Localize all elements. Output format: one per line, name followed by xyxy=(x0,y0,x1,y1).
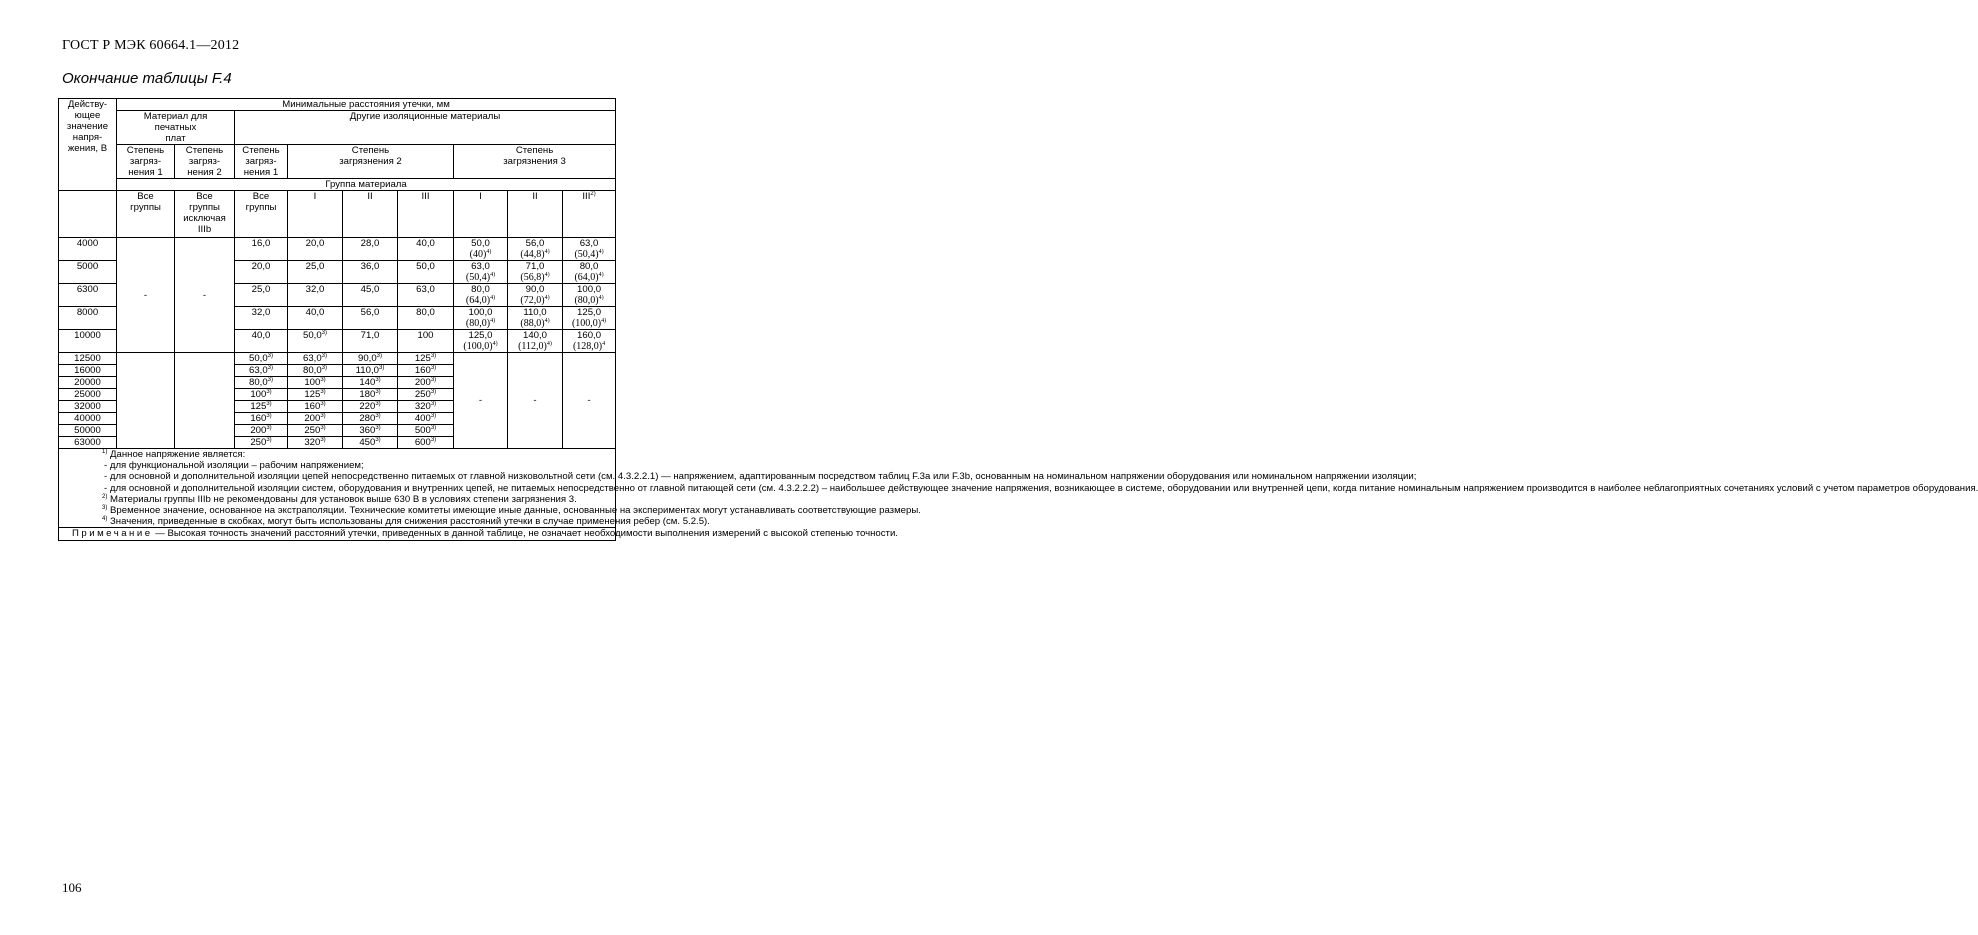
pd2-group-ii-value: 90,0$^{3)}$ xyxy=(343,353,398,365)
footnote-1b: - для основной и дополнительной изоляции цепей непосредственно питаемых от главной низковольтной сети (см. 4.3.2.2.1) — напряжением, адаптированным посредством таблиц F.3a или F.3b, основанным на номинальном напряжении оборудования или номинальном напряжении изоляции; xyxy=(104,471,1417,483)
footnote-3: $^{3)}$ Временное значение, основанное на экстраполяции. Технические комитеты имеющие иные данные, основанные на экспериментах могут устанавливать соответствующие размеры. xyxy=(102,505,921,517)
pd2-group-iii-value: 500$^{3)}$ xyxy=(398,425,454,437)
pd2-group-i-value: 160$^{3)}$ xyxy=(288,401,343,413)
pd2-group-iii-value: 400$^{3)}$ xyxy=(398,413,454,425)
pd2-group-ii-value: 360$^{3)}$ xyxy=(343,425,398,437)
voltage-cell: 25000 xyxy=(59,389,117,401)
pd1-value: 25,0 xyxy=(235,284,288,307)
pd2-group-iii-value: 320$^{3)}$ xyxy=(398,401,454,413)
pcb-pd2-empty xyxy=(175,353,235,449)
group-ii-pd3: II xyxy=(508,191,563,238)
pd2-group-i-value: 50,0$^{3)}$ xyxy=(288,330,343,353)
pollution-degree-3-other: Степень загрязнения 3 xyxy=(454,145,616,179)
pd3-group-i-value: 80,0 $(64,0)^{4)}$ xyxy=(454,284,508,307)
pollution-degree-1-pcb: Степень загряз- нения 1 xyxy=(117,145,175,179)
footnotes-row xyxy=(59,449,616,528)
pd2-group-i-value: 100$^{3)}$ xyxy=(288,377,343,389)
standard-header: ГОСТ Р МЭК 60664.1—2012 xyxy=(62,38,240,53)
pcb-pd1-dash: - xyxy=(117,238,175,353)
pd3-group-i-value: 125,0 $(100,0)^{4)}$ xyxy=(454,330,508,353)
voltage-cell: 63000 xyxy=(59,437,117,449)
pd2-group-iii-value: 125$^{3)}$ xyxy=(398,353,454,365)
voltage-cell: 5000 xyxy=(59,261,117,284)
pd2-group-ii-value: 45,0 xyxy=(343,284,398,307)
pd3-group-ii-value: 90,0 $(72,0)^{4)}$ xyxy=(508,284,563,307)
pd1-value: 250$^{3)}$ xyxy=(235,437,288,449)
pd3-group-i-dash: - xyxy=(454,353,508,449)
pd2-group-iii-value: 600$^{3)}$ xyxy=(398,437,454,449)
pd3-group-ii-value: 71,0 $(56,8)^{4)}$ xyxy=(508,261,563,284)
pd2-group-iii-value: 63,0 xyxy=(398,284,454,307)
voltage-cell: 4000 xyxy=(59,238,117,261)
pd1-value: 32,0 xyxy=(235,307,288,330)
voltage-cell: 32000 xyxy=(59,401,117,413)
pollution-degree-1-other: Степень загряз- нения 1 xyxy=(235,145,288,179)
pd2-group-iii-value: 250$^{3)}$ xyxy=(398,389,454,401)
header-row-2 xyxy=(59,111,616,145)
pd1-value: 16,0 xyxy=(235,238,288,261)
creepage-table xyxy=(58,98,1978,541)
min-distances-header: Минимальные расстояния утечки, мм xyxy=(117,99,616,111)
voltage-cell: 40000 xyxy=(59,413,117,425)
header-row-1 xyxy=(59,99,616,111)
footnote-4: $^{4)}$ Значения, приведенные в скобках, могут быть использованы для снижения расстояний утечки в случае применения ребер (см. 5.2.5). xyxy=(102,516,710,528)
all-groups-pd1-other: Все группы xyxy=(235,191,288,238)
footnote-1c: - для основной и дополнительной изоляции систем, оборудования и внутренних цепей, не питаемых непосредственно от главной питающей сети (см. 4.3.2.2.2) – наибольшее действующее значение напряжения, возникающее в системе, оборудовании или внутренней цепи, когда питание номинальным напряжением производится в наиболее неблагоприятных сочетаниях условий с учетом параметров оборудования. xyxy=(104,482,1978,494)
table-row xyxy=(59,353,616,365)
remark xyxy=(59,528,898,540)
pd2-group-i-value: 250$^{3)}$ xyxy=(288,425,343,437)
pd2-group-ii-value: 280$^{3)}$ xyxy=(343,413,398,425)
group-iii-pd2: III xyxy=(398,191,454,238)
voltage-cell: 12500 xyxy=(59,353,117,365)
group-iii-pd3: III$^{2)}$ xyxy=(563,191,616,238)
pd1-value: 50,0$^{3)}$ xyxy=(235,353,288,365)
pd3-group-i-value: 50,0 $(40)^{4)}$ xyxy=(454,238,508,261)
pd3-group-i-value: 100,0 $(80,0)^{4)}$ xyxy=(454,307,508,330)
pd2-group-iii-value: 160$^{3)}$ xyxy=(398,365,454,377)
pd3-group-ii-dash: - xyxy=(508,353,563,449)
group-i-pd2: I xyxy=(288,191,343,238)
table-title: Окончание таблицы F.4 xyxy=(62,70,232,87)
pd2-group-i-value: 80,0$^{3)}$ xyxy=(288,365,343,377)
pcb-pd2-dash: - xyxy=(175,238,235,353)
voltage-cell: 20000 xyxy=(59,377,117,389)
footnote-1: $^{1)}$ Данное напряжение является: xyxy=(102,449,246,460)
pd2-group-ii-value: 450$^{3)}$ xyxy=(343,437,398,449)
pd2-group-i-value: 63,0$^{3)}$ xyxy=(288,353,343,365)
voltage-cell: 10000 xyxy=(59,330,117,353)
voltage-cell: 50000 xyxy=(59,425,117,437)
pd2-group-i-value: 40,0 xyxy=(288,307,343,330)
pd2-group-ii-value: 180$^{3)}$ xyxy=(343,389,398,401)
pd3-group-ii-value: 56,0 $(44,8)^{4)}$ xyxy=(508,238,563,261)
pd2-group-iii-value: 50,0 xyxy=(398,261,454,284)
header-row-3 xyxy=(59,145,616,179)
pd2-group-iii-value: 100 xyxy=(398,330,454,353)
pd2-group-i-value: 320$^{3)}$ xyxy=(288,437,343,449)
pd1-value: 100$^{3)}$ xyxy=(235,389,288,401)
pd3-group-iii-dash: - xyxy=(563,353,616,449)
remark-label: Примечание xyxy=(72,528,153,540)
pollution-degree-2-pcb: Степень загряз- нения 2 xyxy=(175,145,235,179)
pd2-group-i-value: 25,0 xyxy=(288,261,343,284)
pd1-value: 40,0 xyxy=(235,330,288,353)
remark-text: — Высокая точность значений расстояний утечки, приведенных в данной таблице, не означает необходимости выполнения измерений с высокой степенью точности. xyxy=(155,528,898,540)
other-materials-header: Другие изоляционные материалы xyxy=(235,111,616,145)
footnote-1a: - для функциональной изоляции – рабочим напряжением; xyxy=(104,460,364,472)
header-row-5 xyxy=(59,191,616,238)
pd2-group-ii-value: 71,0 xyxy=(343,330,398,353)
remark-row xyxy=(59,528,616,540)
pd3-group-iii-value: 125,0 $(100,0)^{4)}$ xyxy=(563,307,616,330)
pd2-group-ii-value: 220$^{3)}$ xyxy=(343,401,398,413)
pd2-group-ii-value: 36,0 xyxy=(343,261,398,284)
pd2-group-ii-value: 56,0 xyxy=(343,307,398,330)
page-number: 106 xyxy=(62,880,82,895)
pd2-group-i-value: 125$^{3)}$ xyxy=(288,389,343,401)
pd1-value: 125$^{3)}$ xyxy=(235,401,288,413)
pd2-group-ii-value: 110,0$^{3)}$ xyxy=(343,365,398,377)
pd3-group-ii-value: 110,0 $(88,0)^{4)}$ xyxy=(508,307,563,330)
all-groups-except-iiib: Все группы исключая IIIb xyxy=(175,191,235,238)
pd3-group-iii-value: 160,0 $(128,0)^4$ xyxy=(563,330,616,353)
pd1-value: 200$^{3)}$ xyxy=(235,425,288,437)
pd3-group-iii-value: 100,0 $(80,0)^{4)}$ xyxy=(563,284,616,307)
pd1-value: 160$^{3)}$ xyxy=(235,413,288,425)
pd3-group-iii-value: 63,0 $(50,4)^{4)}$ xyxy=(563,238,616,261)
pd2-group-iii-value: 80,0 xyxy=(398,307,454,330)
pd3-group-i-value: 63,0 $(50,4)^{4)}$ xyxy=(454,261,508,284)
group-ii-pd2: II xyxy=(343,191,398,238)
pd2-group-ii-value: 140$^{3)}$ xyxy=(343,377,398,389)
pcb-pd1-empty xyxy=(117,353,175,449)
voltage-cell: 16000 xyxy=(59,365,117,377)
voltage-header-spacer xyxy=(59,191,117,238)
pd2-group-iii-value: 200$^{3)}$ xyxy=(398,377,454,389)
pd2-group-ii-value: 28,0 xyxy=(343,238,398,261)
pd1-value: 20,0 xyxy=(235,261,288,284)
header-row-4 xyxy=(59,179,616,191)
table-row xyxy=(59,238,616,261)
footnotes xyxy=(59,449,1978,528)
pd2-group-i-value: 200$^{3)}$ xyxy=(288,413,343,425)
pd2-group-i-value: 32,0 xyxy=(288,284,343,307)
pd1-value: 63,0$^{3)}$ xyxy=(235,365,288,377)
group-i-pd3: I xyxy=(454,191,508,238)
voltage-cell: 8000 xyxy=(59,307,117,330)
pd1-value: 80,0$^{3)}$ xyxy=(235,377,288,389)
footnote-2: $^{2)}$ Материалы группы IIIb не рекомендованы для установок выше 630 В в условиях степени загрязнения 3. xyxy=(102,493,577,505)
material-group-header: Группа материала xyxy=(117,179,616,191)
pd2-group-iii-value: 40,0 xyxy=(398,238,454,261)
pd3-group-iii-value: 80,0 $(64,0)^{4)}$ xyxy=(563,261,616,284)
voltage-cell: 6300 xyxy=(59,284,117,307)
pollution-degree-2-other: Степень загрязнения 2 xyxy=(288,145,454,179)
pd2-group-i-value: 20,0 xyxy=(288,238,343,261)
voltage-column-header: Действу- ющее значение напря- жения, В xyxy=(59,99,117,191)
all-groups-pd1: Все группы xyxy=(117,191,175,238)
pcb-material-header: Материал для печатных плат xyxy=(117,111,235,145)
pd3-group-ii-value: 140,0 $(112,0)^{4)}$ xyxy=(508,330,563,353)
table-container xyxy=(58,98,1978,541)
